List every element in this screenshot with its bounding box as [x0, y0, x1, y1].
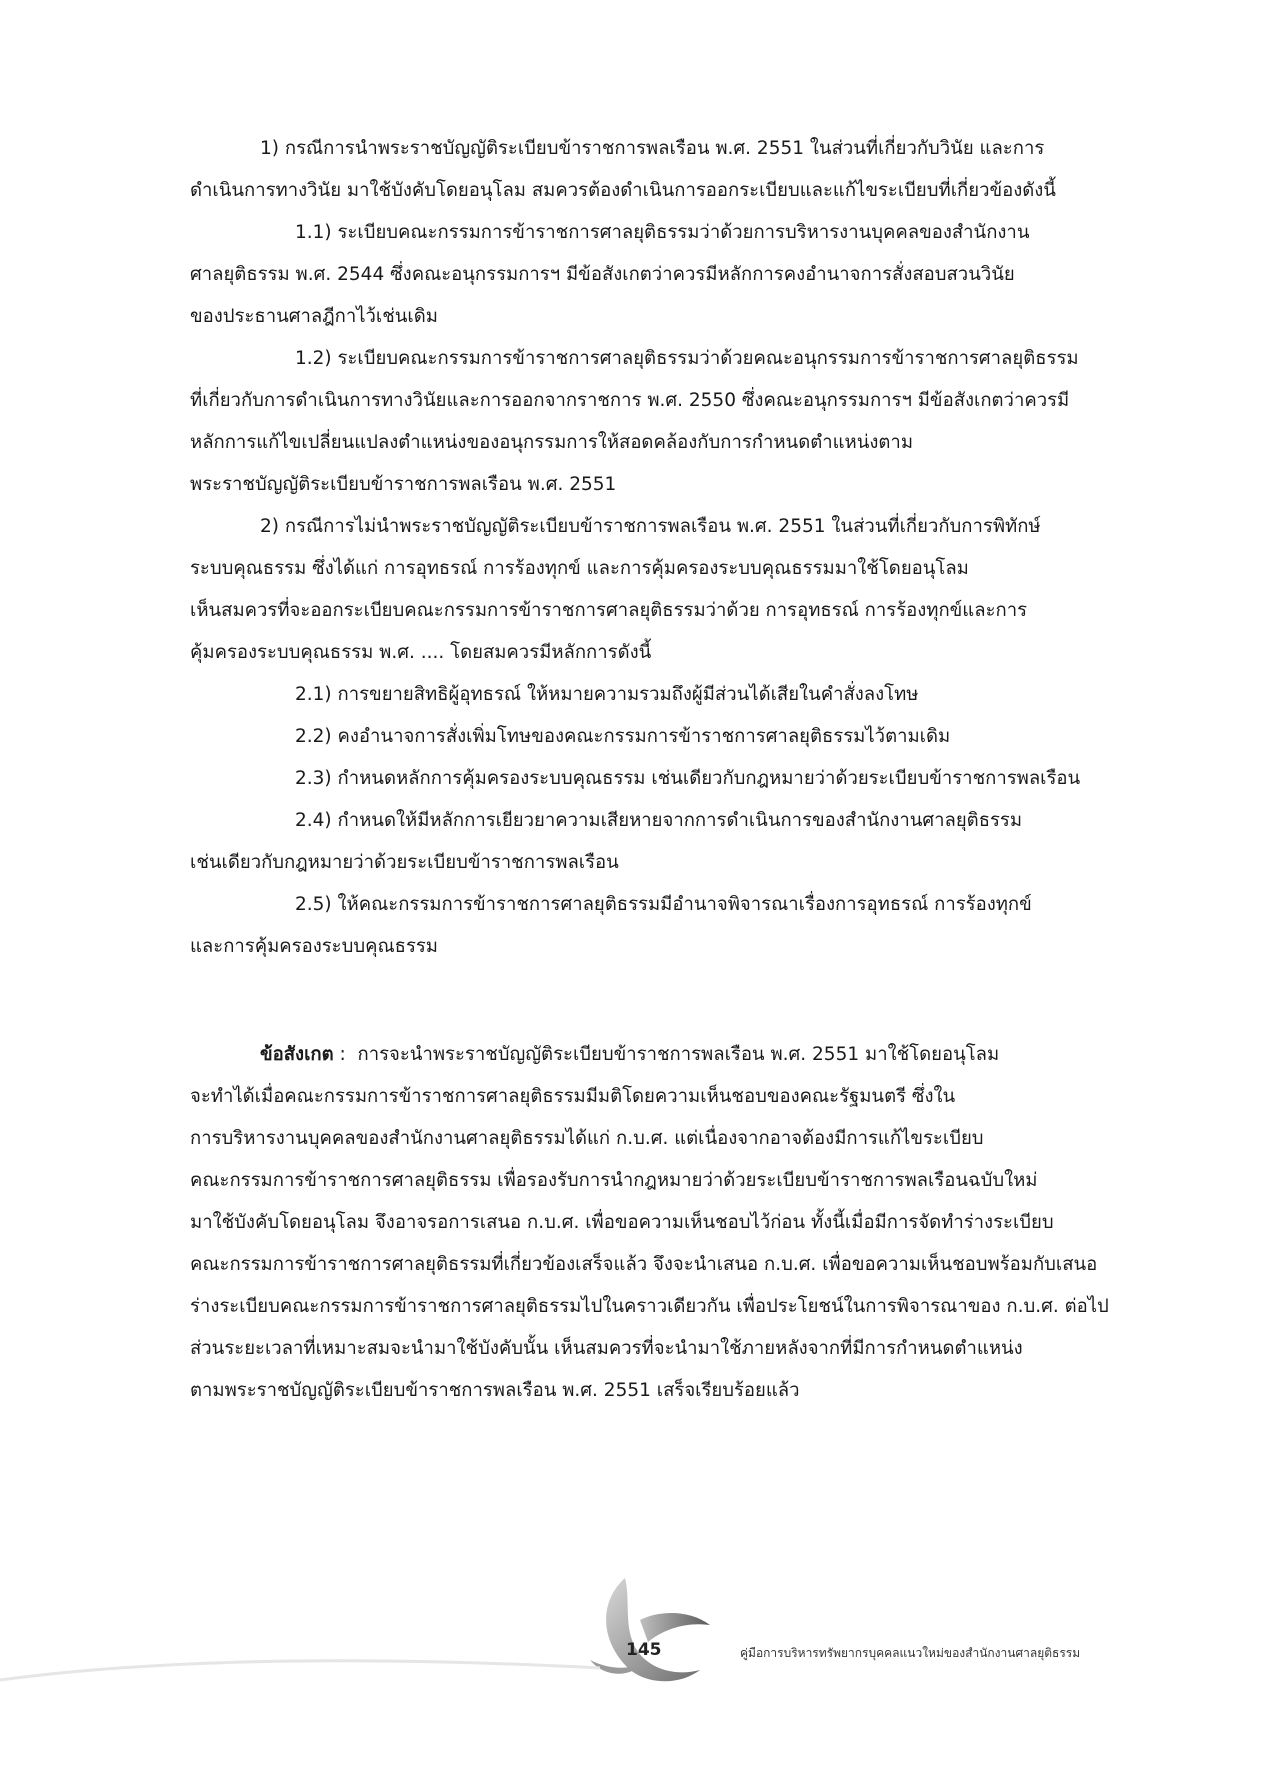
- body-paragraph: [190, 212, 1125, 338]
- note-line: คณะกรรมการข้าราชการศาลยุติธรรม เพื่อรองรับการนำกฎหมายว่าด้วยระเบียบข้าราชการพลเรือนฉบับใหม่: [190, 1170, 1038, 1191]
- page-number: 145: [626, 1640, 662, 1660]
- note-line: ตามพระราชบัญญัติระเบียบข้าราชการพลเรือน พ.ศ. 2551 เสร็จเรียบร้อยแล้ว: [190, 1380, 800, 1401]
- body-paragraph: [190, 506, 1125, 674]
- body-paragraph: [190, 884, 1125, 968]
- paragraph-line: 1.1) ระเบียบคณะกรรมการข้าราชการศาลยุติธรรมว่าด้วยการบริหารงานบุคคลของสำนักงาน: [295, 222, 1030, 243]
- paragraph-line: 1.2) ระเบียบคณะกรรมการข้าราชการศาลยุติธรรมว่าด้วยคณะอนุกรรมการข้าราชการศาลยุติธรรม: [295, 348, 1079, 369]
- note-line: คณะกรรมการข้าราชการศาลยุติธรรมที่เกี่ยวข้องเสร็จแล้ว จึงจะนำเสนอ ก.บ.ศ. เพื่อขอความเห็นชอบพร้อมกับเสนอ: [190, 1254, 1098, 1275]
- paragraph-line: 2.4) กำหนดให้มีหลักการเยียวยาความเสียหายจากการดำเนินการของสำนักงานศาลยุติธรรม: [295, 810, 1023, 831]
- body-paragraph: [190, 128, 1125, 212]
- body-paragraph: [190, 338, 1125, 506]
- body-paragraph: [190, 674, 1125, 716]
- note-line: จะทำได้เมื่อคณะกรรมการข้าราชการศาลยุติธรรมมีมติโดยความเห็นชอบของคณะรัฐมนตรี ซึ่งใน: [190, 1086, 956, 1107]
- running-title: คู่มือการบริหารทรัพยากรบุคคลแนวใหม่ของสำนักงานศาลยุติธรรม: [740, 1646, 1081, 1660]
- body-paragraph: [190, 716, 1125, 758]
- note-first-line-text: การจะนำพระราชบัญญัติระเบียบข้าราชการพลเรือน พ.ศ. 2551 มาใช้โดยอนุโลม: [357, 1044, 1000, 1065]
- body-paragraph: [190, 758, 1125, 800]
- body-paragraph: [190, 800, 1125, 884]
- note-line: การบริหารงานบุคคลของสำนักงานศาลยุติธรรมได้แก่ ก.บ.ศ. แต่เนื่องจากอาจต้องมีการแก้ไขระเบียบ: [190, 1128, 984, 1149]
- paragraph-line: ดำเนินการทางวินัย มาใช้บังคับโดยอนุโลม สมควรต้องดำเนินการออกระเบียบและแก้ไขระเบียบที่เกี่ยวข้องดังนี้: [190, 180, 1056, 201]
- note-line: ส่วนระยะเวลาที่เหมาะสมจะนำมาใช้บังคับนั้น เห็นสมควรที่จะนำมาใช้ภายหลังจากที่มีการกำหนดตำแหน่ง: [190, 1338, 1023, 1359]
- paragraph-line: เห็นสมควรที่จะออกระเบียบคณะกรรมการข้าราชการศาลยุติธรรมว่าด้วย การอุทธรณ์ การร้องทุกข์และการ: [190, 600, 1028, 621]
- paragraph-line: 2.1) การขยายสิทธิผู้อุทธรณ์ ให้หมายความรวมถึงผู้มีส่วนได้เสียในคำสั่งลงโทษ: [295, 684, 919, 705]
- note-first-line: [190, 1034, 1125, 1076]
- paragraph-line: คุ้มครองระบบคุณธรรม พ.ศ. .... โดยสมควรมีหลักการดังนี้: [190, 642, 652, 663]
- paragraph-line: ที่เกี่ยวกับการดำเนินการทางวินัยและการออกจากราชการ พ.ศ. 2550 ซึ่งคณะอนุกรรมการฯ มีข้อสังเกตว่าควรมี: [190, 390, 1070, 411]
- paragraph-list: [190, 128, 1125, 968]
- paragraph-line: หลักการแก้ไขเปลี่ยนแปลงตำแหน่งของอนุกรรมการให้สอดคล้องกับการกำหนดตำแหน่งตาม: [190, 432, 914, 453]
- paragraph-line: ศาลยุติธรรม พ.ศ. 2544 ซึ่งคณะอนุกรรมการฯ มีข้อสังเกตว่าควรมีหลักการคงอำนาจการสั่งสอบสวนวินัย: [190, 264, 1015, 285]
- note-paragraph: [190, 1034, 1125, 1412]
- decorative-swoosh: [0, 1650, 600, 1690]
- paragraph-line: 2.2) คงอำนาจการสั่งเพิ่มโทษของคณะกรรมการข้าราชการศาลยุติธรรมไว้ตามเดิม: [295, 726, 951, 747]
- note-line: ร่างระเบียบคณะกรรมการข้าราชการศาลยุติธรรมไปในคราวเดียวกัน เพื่อประโยชน์ในการพิจารณาของ ก.บ.ศ. ต่อไป: [190, 1296, 1109, 1317]
- paragraph-line: ของประธานศาลฎีกาไว้เช่นเดิม: [190, 306, 438, 327]
- paragraph-line: 2.3) กำหนดหลักการคุ้มครองระบบคุณธรรม เช่นเดียวกับกฎหมายว่าด้วยระเบียบข้าราชการพลเรือน: [295, 768, 1081, 789]
- paragraph-line: 2.5) ให้คณะกรรมการข้าราชการศาลยุติธรรมมีอำนาจพิจารณาเรื่องการอุทธรณ์ การร้องทุกข์: [295, 894, 1032, 915]
- note-label: ข้อสังเกต: [260, 1044, 334, 1065]
- note-separator: :: [333, 1044, 358, 1065]
- paragraph-line: เช่นเดียวกับกฎหมายว่าด้วยระเบียบข้าราชการพลเรือน: [190, 852, 619, 873]
- paragraph-line: และการคุ้มครองระบบคุณธรรม: [190, 936, 439, 957]
- note-line: มาใช้บังคับโดยอนุโลม จึงอาจรอการเสนอ ก.บ.ศ. เพื่อขอความเห็นชอบไว้ก่อน ทั้งนี้เมื่อมีการจัดทำร่างระเบียบ: [190, 1212, 1054, 1233]
- paragraph-line: 2) กรณีการไม่นำพระราชบัญญัติระเบียบข้าราชการพลเรือน พ.ศ. 2551 ในส่วนที่เกี่ยวกับการพิทักษ์: [260, 516, 1041, 537]
- paragraph-line: พระราชบัญญัติระเบียบข้าราชการพลเรือน พ.ศ. 2551: [190, 474, 617, 495]
- document-body: [190, 128, 1125, 1412]
- paragraph-line: ระบบคุณธรรม ซึ่งได้แก่ การอุทธรณ์ การร้องทุกข์ และการคุ้มครองระบบคุณธรรมมาใช้โดยอนุโลม: [190, 558, 969, 579]
- paragraph-line: 1) กรณีการนำพระราชบัญญัติระเบียบข้าราชการพลเรือน พ.ศ. 2551 ในส่วนที่เกี่ยวกับวินัย และการ: [260, 138, 1045, 159]
